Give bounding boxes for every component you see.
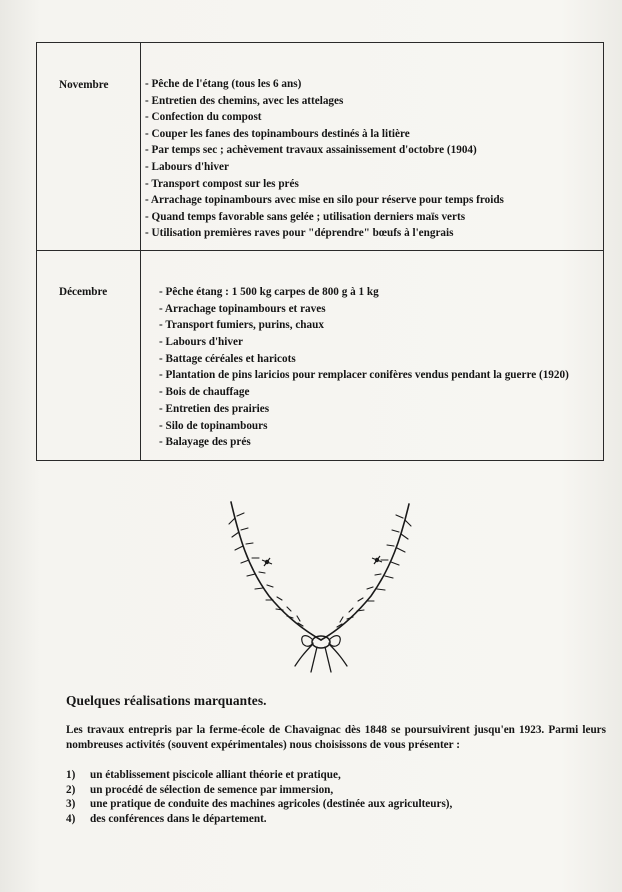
- task-item: - Arrachage topinambours et raves: [159, 302, 326, 315]
- list-item-text: une pratique de conduite des machines agricoles (destinée aux agriculteurs),: [90, 798, 453, 811]
- task-item: - Labours d'hiver: [145, 160, 229, 173]
- list-item-text: des conférences dans le département.: [90, 813, 267, 826]
- table-row: [37, 43, 604, 251]
- month-label: Décembre: [59, 285, 108, 298]
- list-item-text: un procédé de sélection de semence par immersion,: [90, 783, 334, 796]
- list-number: 2): [66, 783, 76, 796]
- task-item: - Transport fumiers, purins, chaux: [159, 319, 324, 332]
- task-item: - Entretien des prairies: [159, 402, 270, 415]
- task-item: - Confection du compost: [145, 111, 262, 124]
- task-item: - Transport compost sur les prés: [145, 177, 299, 190]
- task-item: - Quand temps favorable sans gelée ; utilisation derniers maïs verts: [145, 210, 466, 223]
- achievements-list: [66, 768, 452, 827]
- task-item: - Silo de topinambours: [159, 419, 268, 432]
- task-list: [141, 43, 603, 250]
- list-item: [66, 812, 452, 827]
- month-cell: [37, 43, 141, 251]
- task-item: - Labours d'hiver: [159, 336, 243, 349]
- list-item-text: un établissement piscicole alliant théorie et pratique,: [90, 769, 341, 781]
- task-item: - Pêche étang : 1 500 kg carpes de 800 g à 1 kg: [159, 285, 379, 298]
- task-item: - Pêche de l'étang (tous les 6 ans): [145, 78, 302, 90]
- list-item: [66, 768, 452, 783]
- list-item: [66, 783, 452, 798]
- list-number: 1): [66, 769, 76, 781]
- month-cell: [37, 250, 141, 460]
- list-number: 3): [66, 798, 76, 811]
- list-number: 4): [66, 813, 76, 826]
- table-row: [37, 250, 604, 460]
- task-item: - Balayage des prés: [159, 436, 251, 449]
- task-item: - Battage céréales et haricots: [159, 352, 296, 365]
- task-item: - Couper les fanes des topinambours destinés à la litière: [145, 127, 410, 140]
- laurel-garland-ornament-icon: [225, 496, 415, 676]
- monthly-tasks-table: [36, 42, 604, 461]
- tasks-cell: [141, 43, 604, 251]
- task-item: - Plantation de pins laricios pour remplacer conifères vendus pendant la guerre (1920): [159, 369, 569, 382]
- task-item: - Arrachage topinambours avec mise en silo pour réserve pour temps froids: [145, 194, 504, 207]
- task-item: - Bois de chauffage: [159, 386, 250, 399]
- task-item: - Utilisation premières raves pour "déprendre" bœufs à l'engrais: [145, 227, 454, 240]
- task-list: [141, 251, 603, 460]
- section-heading: Quelques réalisations marquantes.: [66, 693, 267, 708]
- intro-paragraph: Les travaux entrepris par la ferme-école de Chavaignac dès 1848 se poursuivirent jusqu'en 1923. Parmi leurs nombreuses activités (souvent expérimentales) nous choisissons de vous présenter :: [66, 724, 606, 751]
- month-label: Novembre: [59, 79, 109, 91]
- tasks-cell: [141, 250, 604, 460]
- task-item: - Entretien des chemins, avec les attelages: [145, 94, 344, 107]
- task-item: - Par temps sec ; achèvement travaux assainissement d'octobre (1904): [145, 144, 477, 157]
- list-item: [66, 797, 452, 812]
